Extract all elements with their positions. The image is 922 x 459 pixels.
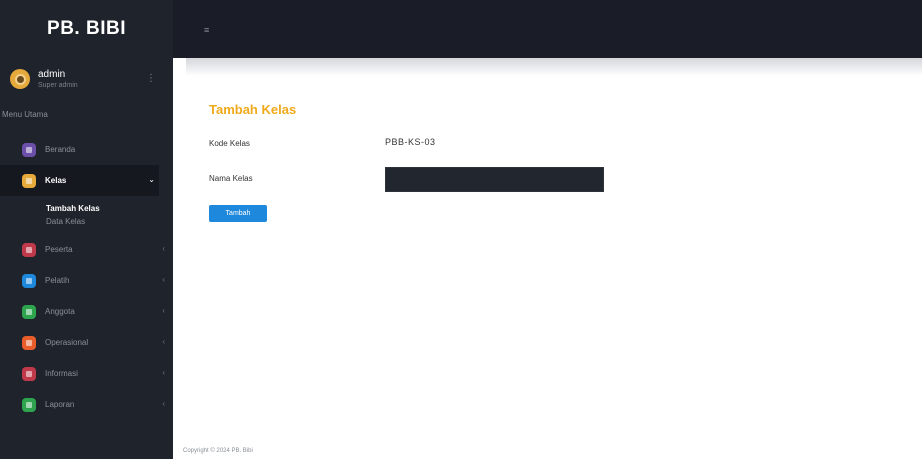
sidebar <box>0 0 173 459</box>
users-icon <box>22 243 36 257</box>
sidebar-item-beranda[interactable] <box>0 134 173 165</box>
sidebar-item-kelas[interactable] <box>0 165 159 196</box>
brand-logo[interactable]: PB. BIBI <box>47 18 126 39</box>
sidebar-item-label: Laporan <box>45 400 75 409</box>
chevron-left-icon: ‹ <box>162 368 165 377</box>
operations-icon <box>22 336 36 350</box>
class-icon <box>22 174 36 188</box>
sidebar-item-informasi[interactable] <box>0 358 173 389</box>
sidebar-item-laporan[interactable] <box>0 389 173 420</box>
chevron-down-icon: ⌄ <box>148 175 155 184</box>
sidebar-item-label: Anggota <box>45 307 75 316</box>
chevron-left-icon: ‹ <box>162 306 165 315</box>
user-panel <box>0 58 173 100</box>
kode-kelas-value: PBB-KS-03 <box>385 137 436 147</box>
user-name: admin <box>38 68 66 80</box>
nama-kelas-input[interactable] <box>385 167 604 192</box>
menu-header: Menu Utama <box>2 110 48 119</box>
sidebar-item-peserta[interactable] <box>0 234 173 265</box>
user-avatar[interactable] <box>10 69 30 89</box>
chevron-left-icon: ‹ <box>162 244 165 253</box>
user-options-icon[interactable]: ⋮ <box>146 73 156 84</box>
sidebar-item-label: Pelatih <box>45 276 70 285</box>
sidebar-menu <box>0 134 173 420</box>
info-icon <box>22 367 36 381</box>
page-title: Tambah Kelas <box>209 102 297 117</box>
coach-icon <box>22 274 36 288</box>
sidebar-item-pelatih[interactable] <box>0 265 173 296</box>
top-navbar <box>173 0 922 58</box>
sidebar-item-anggota[interactable] <box>0 296 173 327</box>
sidebar-item-operasional[interactable] <box>0 327 173 358</box>
tambah-button[interactable]: Tambah <box>209 205 267 222</box>
sidebar-item-label: Peserta <box>45 245 73 254</box>
chevron-left-icon: ‹ <box>162 337 165 346</box>
footer-copyright: Copyright © 2024 PB. Bibi <box>183 448 253 454</box>
sidebar-item-label: Beranda <box>45 145 76 154</box>
menu-toggle-icon[interactable]: ≡ <box>204 25 210 35</box>
user-role: Super admin <box>38 81 78 89</box>
sidebar-item-label: Informasi <box>45 369 78 378</box>
members-icon <box>22 305 36 319</box>
kode-kelas-label: Kode Kelas <box>209 139 250 148</box>
sidebar-item-label: Kelas <box>45 176 67 185</box>
nama-kelas-label: Nama Kelas <box>209 174 253 183</box>
chevron-left-icon: ‹ <box>162 399 165 408</box>
report-icon <box>22 398 36 412</box>
sidebar-subitem-tambah-kelas[interactable]: Tambah Kelas <box>46 204 100 213</box>
sidebar-subitem-data-kelas[interactable]: Data Kelas <box>46 217 86 226</box>
chevron-left-icon: ‹ <box>162 275 165 284</box>
sidebar-item-label: Operasional <box>45 338 89 347</box>
main-content <box>173 58 922 459</box>
home-icon <box>22 143 36 157</box>
